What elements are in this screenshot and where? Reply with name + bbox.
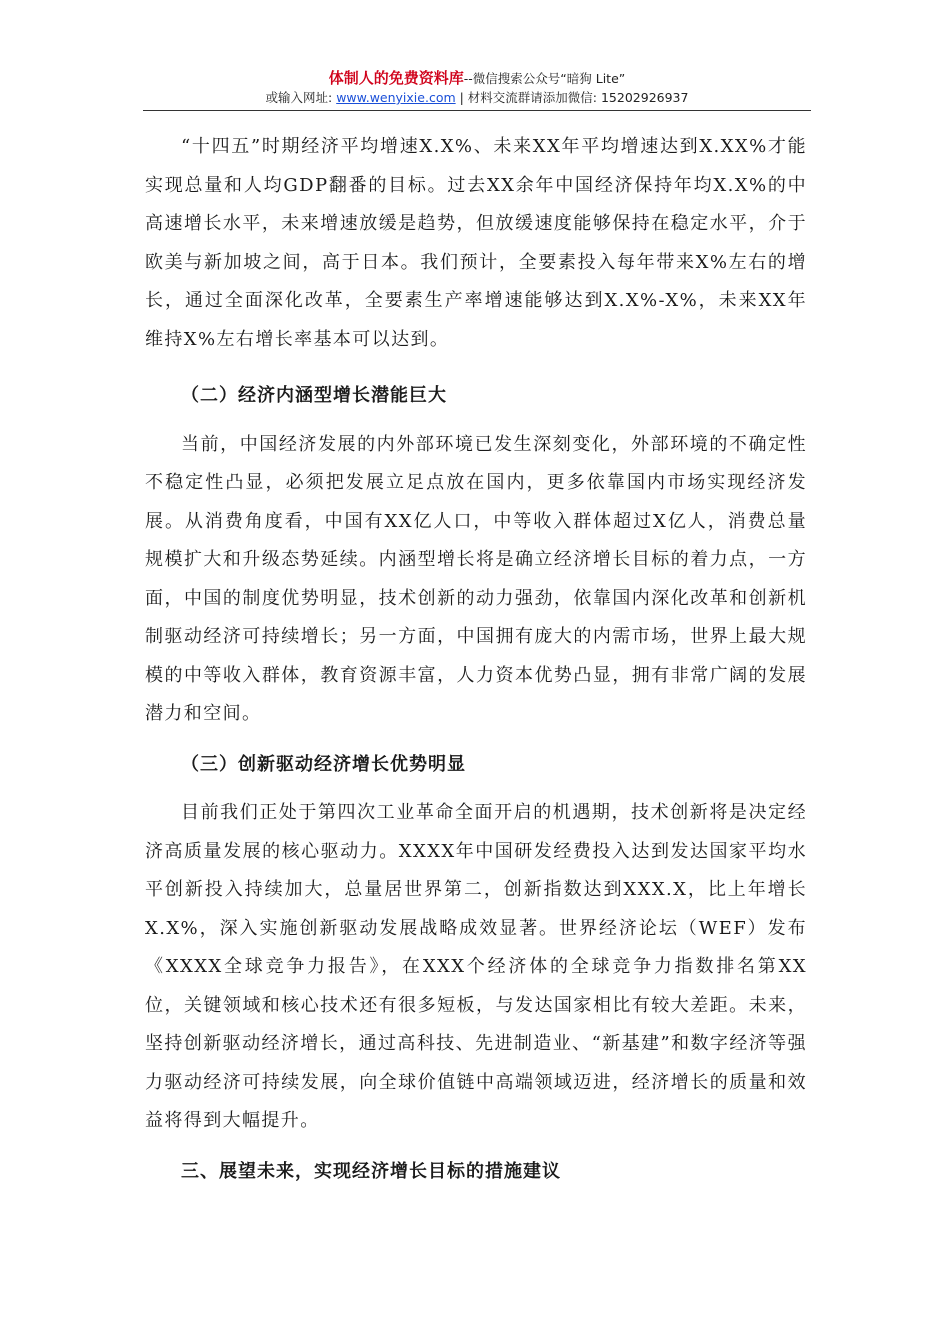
url-prefix: 或输入网址: xyxy=(265,90,337,105)
paragraph-domestic-market: 当前，中国经济发展的内外部环境已发生深刻变化，外部环境的不确定性不稳定性凸显，必须把发展立足点放在国内，更多依靠国内市场实现经济发展。从消费角度看，中国有XX亿人口，中等收入群体超过X亿人，消费总量规模扩大和升级态势延续。内涵型增长将是确立经济增长目标的着力点，一方面，中国的制度优势明显，技术创新的动力强劲，依靠国内深化改革和创新机制驱动经济可持续增长；另一方面，中国拥有庞大的内需市场，世界上最大规模的中等收入群体，教育资源丰富，人力资本优势凸显，拥有非常广阔的发展潜力和空间。 xyxy=(145,433,807,724)
contact-info: | 材料交流群请添加微信: 15202926937 xyxy=(455,90,689,105)
paragraph-innovation: 目前我们正处于第四次工业革命全面开启的机遇期，技术创新将是决定经济高质量发展的核心驱动力。XXXX年中国研发经费投入达到发达国家平均水平创新投入持续加大，总量居世界第二，创新指数达到XXX.X，比上年增长X.X%，深入实施创新驱动发展战略成效显著。世界经济论坛（WEF）发布《XXXX全球竞争力报告》，在XXX个经济体的全球竞争力指数排名第XX位，关键领域和核心技术还有很多短板，与发达国家相比有较大差距。未来，坚持创新驱动经济增长，通过高科技、先进制造业、“新基建”和数字经济等强力驱动经济可持续发展，向全球价值链中高端领域迈进，经济增长的质量和效益将得到大幅提升。 xyxy=(145,802,807,1131)
header-divider xyxy=(143,110,811,111)
section-heading-intensive-growth: （二）经济内涵型增长潜能巨大 xyxy=(181,385,447,406)
header-banner xyxy=(143,68,811,89)
paragraph-growth-target: “十四五”时期经济平均增速X.X%、未来XX年平均增速达到X.XX%才能实现总量和人均GDP翻番的目标。过去XX余年中国经济保持年均X.X%的中高速增长水平，未来增速放缓是趋势，但放缓速度能够保持在稳定水平，介于欧美与新加坡之间，高于日本。我们预计，全要素投入每年带来X%左右的增长，通过全面深化改革，全要素生产率增速能够达到X.X%-X%，未来XX年维持X%左右增长率基本可以达到。 xyxy=(145,136,807,350)
website-link[interactable]: www.wenyixie.com xyxy=(336,90,456,105)
brand-title: 体制人的免费资料库 xyxy=(328,69,464,87)
wechat-note: --微信搜索公众号“暗狗 Lite” xyxy=(463,71,626,86)
page-header xyxy=(143,68,811,107)
header-contact-line xyxy=(143,89,811,107)
section-heading-outlook: 三、展望未来，实现经济增长目标的措施建议 xyxy=(181,1160,561,1182)
document-body xyxy=(145,128,807,1201)
section-heading-innovation: （三）创新驱动经济增长优势明显 xyxy=(181,753,466,775)
